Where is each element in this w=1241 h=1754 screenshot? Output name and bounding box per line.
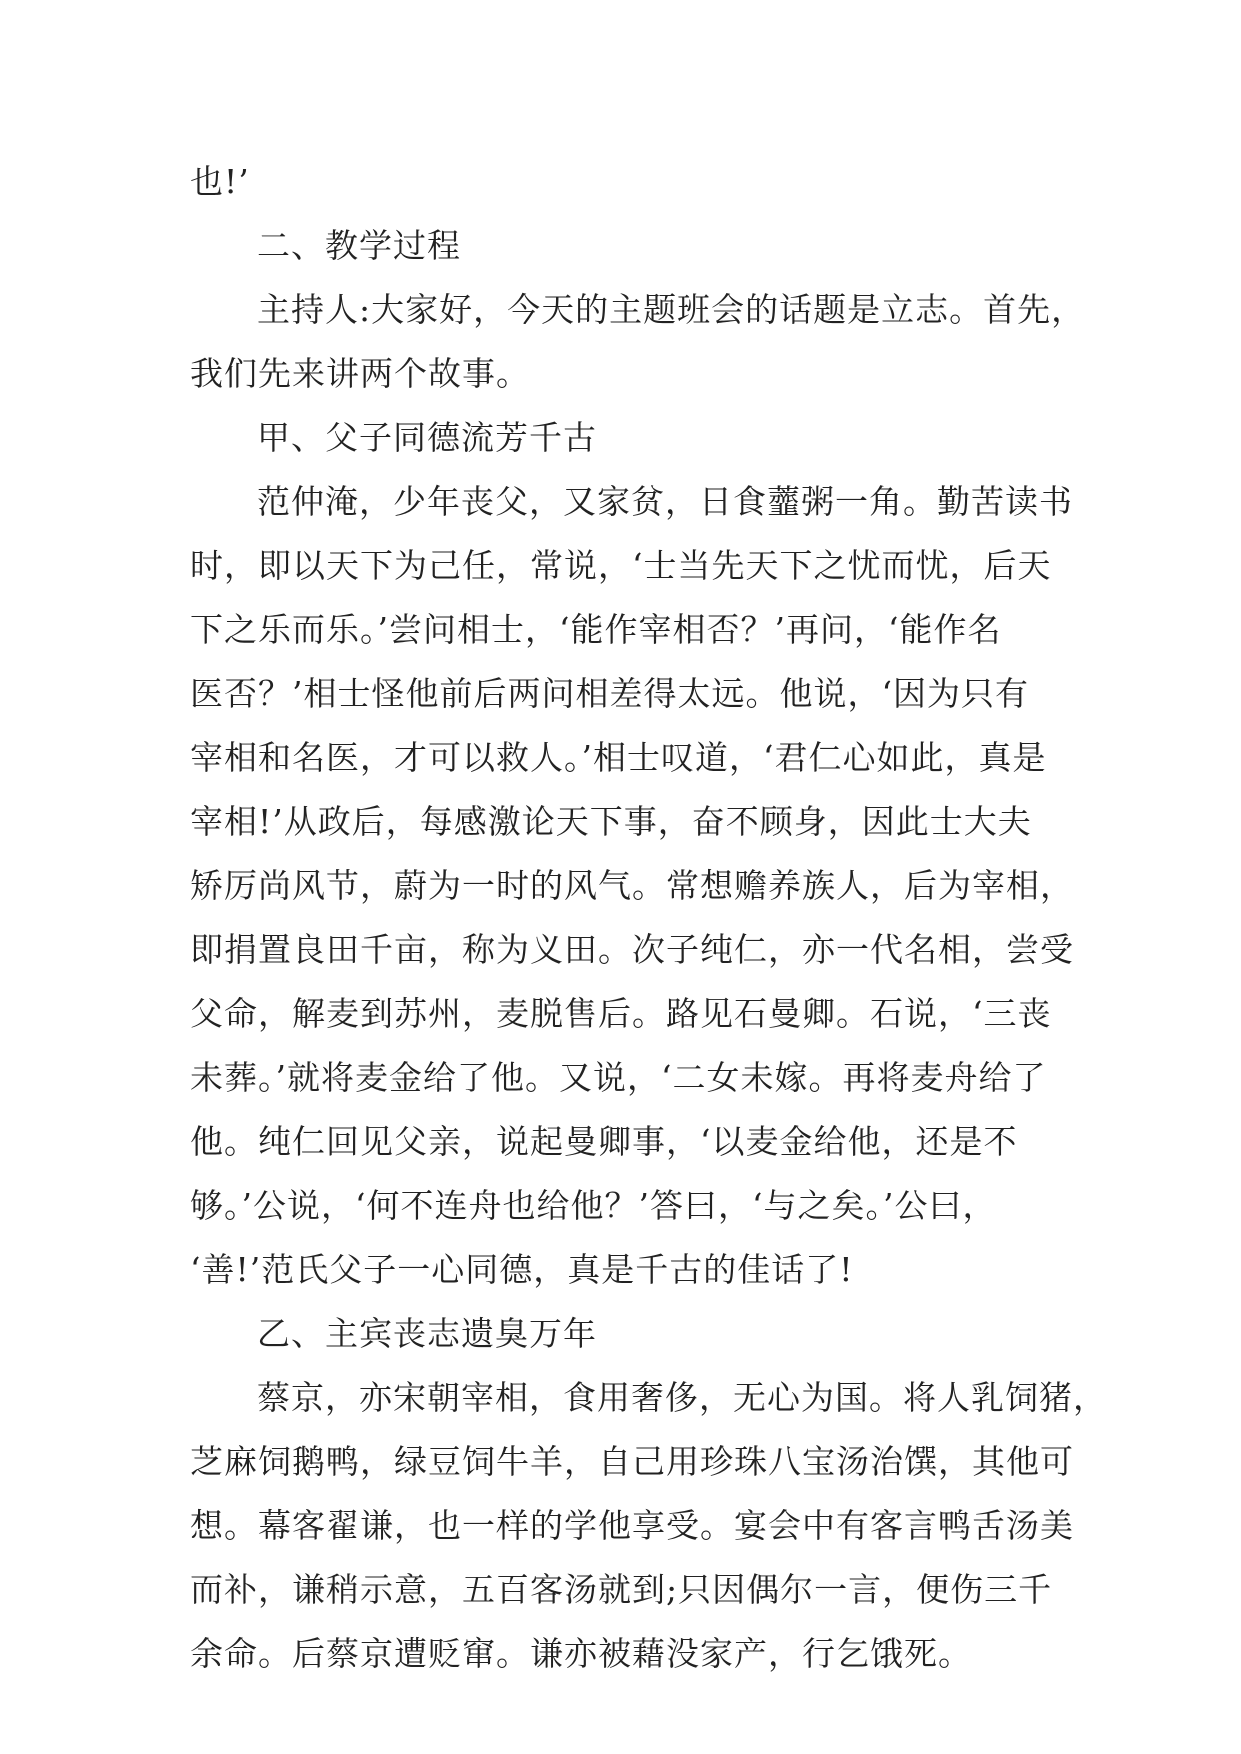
document-body [190, 150, 1107, 1686]
text-line: 宰相!’从政后，每感激论天下事，奋不顾身，因此士大夫 [190, 802, 1032, 841]
story-a-paragraph [190, 470, 1074, 1302]
text-line: 主持人:大家好，今天的主题班会的话题是立志。首先， [257, 290, 1086, 329]
text-line: 父命，解麦到苏州，麦脱售后。路见石曼卿。石说，‘三丧 [190, 994, 1052, 1033]
text-line: 下之乐而乐。’尝问相士，‘能作宰相否？’再问，‘能作名 [190, 610, 1002, 649]
story-b-title: 乙、主宾丧志遗臭万年 [257, 1314, 597, 1353]
text-line: 而补，谦稍示意，五百客汤就到;只因偶尔一言，便伤三千 [190, 1570, 1053, 1609]
text-line: 宰相和名医，才可以救人。’相士叹道，‘君仁心如此，真是 [190, 738, 1047, 777]
text-line: 他。纯仁回见父亲，说起曼卿事，‘以麦金给他，还是不 [190, 1122, 1018, 1161]
text-line: 够。’公说，‘何不连舟也给他？’答曰，‘与之矣。’公曰， [190, 1186, 997, 1225]
host-paragraph [190, 278, 1086, 406]
text-line: 我们先来讲两个故事。 [190, 354, 530, 393]
text-line: 余命。后蔡京遭贬窜。谦亦被藉没家产，行乞饿死。 [190, 1634, 972, 1673]
text-line: 想。幕客翟谦，也一样的学他享受。宴会中有客言鸭舌汤美 [190, 1506, 1074, 1545]
story-a-title: 甲、父子同德流芳千古 [257, 418, 597, 457]
text-line: 矫厉尚风节，蔚为一时的风气。常想赡养族人，后为宰相， [190, 866, 1074, 905]
text-line: 医否？’相士怪他前后两问相差得太远。他说，‘因为只有 [190, 674, 1029, 713]
section-heading-teaching-process: 二、教学过程 [257, 226, 461, 265]
text-line: 即捐置良田千亩，称为义田。次子纯仁，亦一代名相，尝受 [190, 930, 1074, 969]
text-line: 时，即以天下为己任，常说，‘士当先天下之忧而忧，后天 [190, 546, 1052, 585]
text-line: 范仲淹，少年丧父，又家贫，日食虀粥一角。勤苦读书 [257, 482, 1073, 521]
paragraph-continuation [190, 150, 1070, 214]
text-line: 蔡京，亦宋朝宰相，食用奢侈，无心为国。将人乳饲猪， [257, 1378, 1107, 1417]
story-b-paragraph [190, 1366, 1107, 1686]
text-line: 也!’ [190, 162, 250, 201]
text-line: 芝麻饲鹅鸭，绿豆饲牛羊，自己用珍珠八宝汤治馔，其他可 [190, 1442, 1074, 1481]
text-line: 未葬。’就将麦金给了他。又说，‘二女未嫁。再将麦舟给了 [190, 1058, 1047, 1097]
text-line: ‘善!’范氏父子一心同德，真是千古的佳话了! [190, 1250, 854, 1289]
